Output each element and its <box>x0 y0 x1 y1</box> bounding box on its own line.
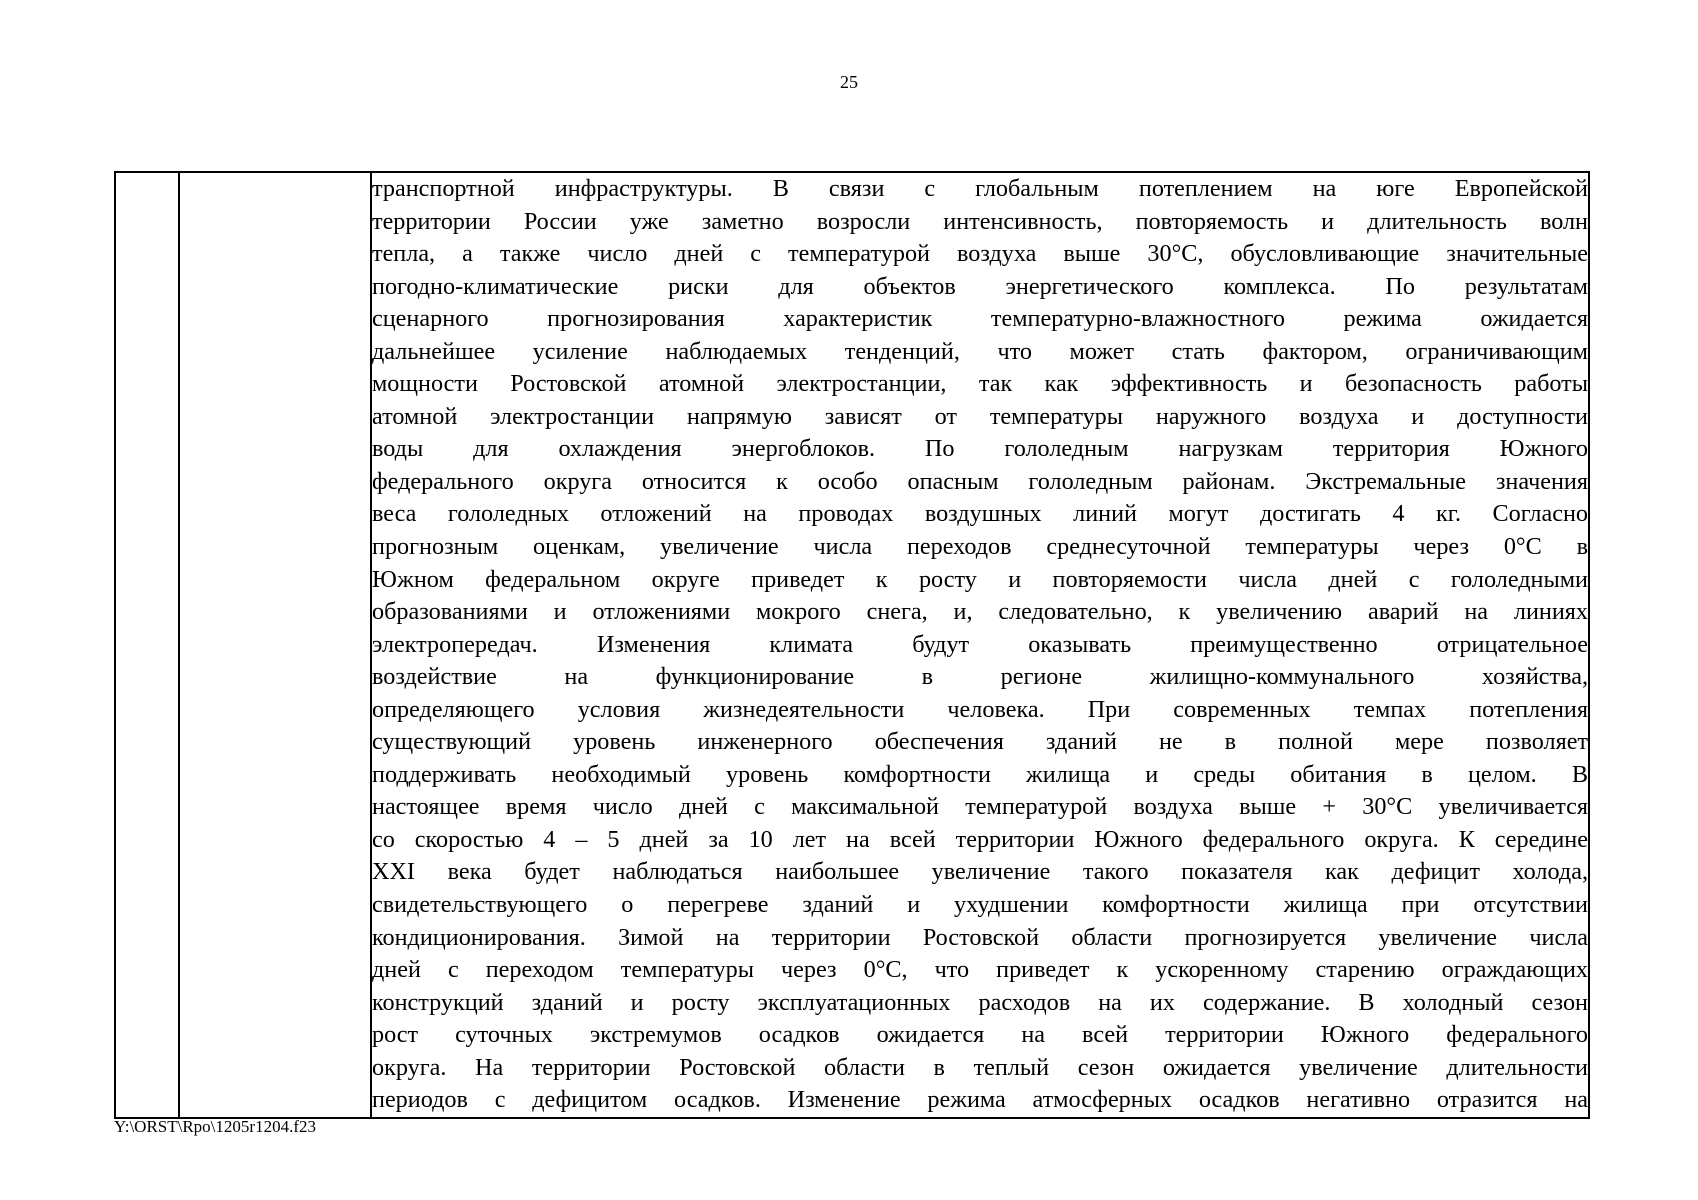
table-cell-empty-2 <box>179 172 371 1118</box>
text-line: федерального округа относится к особо опасным гололедным районам. Экстремальные значения <box>372 467 1588 495</box>
text-line: поддерживать необходимый уровень комфортности жилища и среды обитания в целом. В <box>372 760 1588 788</box>
text-line: мощности Ростовской атомной электростанции, так как эффективность и безопасность работы <box>372 370 1588 398</box>
text-line: тепла, а также число дней с температурой воздуха выше 30°С, обусловливающие значительные <box>372 240 1588 268</box>
page-number: 25 <box>840 72 858 92</box>
text-line: Южном федеральном округе приведет к росту и повторяемости числа дней с гололедными <box>372 565 1588 593</box>
text-line: погодно-климатические риски для объектов энергетического комплекса. По результатам <box>372 272 1588 300</box>
text-line: дальнейшее усиление наблюдаемых тенденций, что может стать фактором, ограничивающим <box>372 337 1588 365</box>
text-line: существующий уровень инженерного обеспечения зданий не в полной мере позволяет <box>372 728 1588 756</box>
text-line: настоящее время число дней с максимальной температурой воздуха выше + 30°С увеличивается <box>372 793 1588 821</box>
text-line: XXI века будет наблюдаться наибольшее увеличение такого показателя как дефицит холода, <box>372 858 1588 886</box>
text-line: воды для охлаждения энергоблоков. По гололедным нагрузкам территория Южного <box>372 435 1588 463</box>
text-line: конструкций зданий и росту эксплуатационных расходов на их содержание. В холодный сезон <box>372 988 1588 1016</box>
text-line: со скоростью 4 – 5 дней за 10 лет на всей территории Южного федерального округа. К середине <box>372 825 1588 853</box>
table-cell-text <box>371 172 1589 1118</box>
text-line: атомной электростанции напрямую зависят от температуры наружного воздуха и доступности <box>372 402 1588 430</box>
text-line: электропередач. Изменения климата будут оказывать преимущественно отрицательное <box>372 630 1588 658</box>
table-cell-empty-1 <box>115 172 179 1118</box>
text-line: сценарного прогнозирования характеристик температурно-влажностного режима ожидается <box>372 305 1588 333</box>
text-line: воздействие на функционирование в регионе жилищно-коммунального хозяйства, <box>372 663 1588 691</box>
text-line: образованиями и отложениями мокрого снега, и, следовательно, к увеличению аварий на линиях <box>372 598 1588 626</box>
table-row <box>115 172 1589 1118</box>
paragraph <box>372 173 1588 1117</box>
text-line: определяющего условия жизнедеятельности человека. При современных темпах потепления <box>372 695 1588 723</box>
text-line: веса гололедных отложений на проводах воздушных линий могут достигать 4 кг. Согласно <box>372 500 1588 528</box>
text-line: территории России уже заметно возросли интенсивность, повторяемость и длительность волн <box>372 207 1588 235</box>
text-line: рост суточных экстремумов осадков ожидается на всей территории Южного федерального <box>372 1021 1588 1049</box>
text-line: дней с переходом температуры через 0°С, что приведет к ускоренному старению ограждающих <box>372 956 1588 984</box>
file-path-footer: Y:\ORST\Rpo\1205r1204.f23 <box>114 1117 316 1136</box>
text-line: свидетельствующего о перегреве зданий и ухудшении комфортности жилища при отсутствии <box>372 891 1588 919</box>
document-table <box>114 171 1590 1119</box>
text-line: периодов с дефицитом осадков. Изменение режима атмосферных осадков негативно отразится на <box>372 1086 1588 1114</box>
text-line: кондиционирования. Зимой на территории Ростовской области прогнозируется увеличение числа <box>372 923 1588 951</box>
text-line: округа. На территории Ростовской области в теплый сезон ожидается увеличение длительности <box>372 1053 1588 1081</box>
text-line: прогнозным оценкам, увеличение числа переходов среднесуточной температуры через 0°С в <box>372 533 1588 561</box>
text-line: транспортной инфраструктуры. В связи с глобальным потеплением на юге Европейской <box>372 175 1588 202</box>
